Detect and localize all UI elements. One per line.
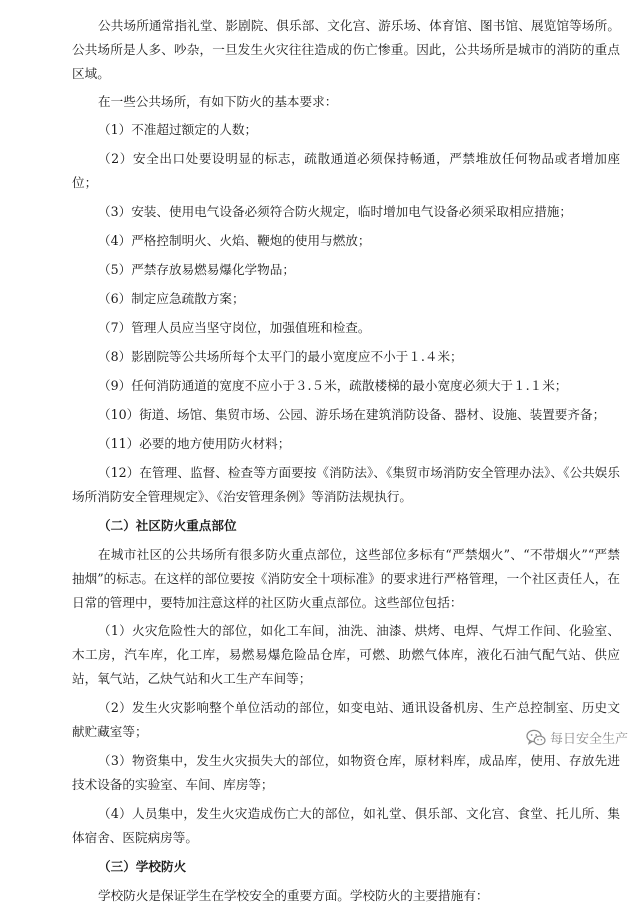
list-item: （4）严格控制明火、火焰、鞭炮的使用与燃放； <box>98 233 371 248</box>
list-item: （9）任何消防通道的宽度不应小于３.５米，疏散楼梯的最小宽度必须大于１.１米； <box>98 378 568 393</box>
section-heading: （三）学校防火 <box>98 859 187 874</box>
list-item: （2）安全出口处要设明显的标志，疏散通道必须保持畅通，严禁堆放任何物品或者增加座位； <box>72 151 620 190</box>
section-heading: （二）社区防火重点部位 <box>98 518 237 533</box>
list-item: （3）安装、使用电气设备必须符合防火规定，临时增加电气设备必须采取相应措施； <box>98 204 572 219</box>
list-item: （12）在管理、监督、检查等方面要按《消防法》、《集贸市场消防安全管理办法》、《公共娱乐场所消防安全管理规定》、《治安管理条例》等消防法规执行。 <box>72 465 620 504</box>
list-item: （8）影剧院等公共场所每个太平门的最小宽度应不小于１.４米； <box>98 349 463 364</box>
paragraph: 在一些公共场所，有如下防火的基本要求： <box>98 94 338 109</box>
wechat-icon <box>526 729 546 747</box>
watermark-label: 每日安全生产 <box>549 732 628 747</box>
document-body <box>72 14 620 912</box>
paragraph: 公共场所通常指礼堂、影剧院、俱乐部、文化宫、游乐场、体育馆、图书馆、展览馆等场所。公共场所是人多、吵杂，一旦发生火灾往往造成的伤亡惨重。因此，公共场所是城市的消防的重点区域。 <box>72 18 620 81</box>
paragraph: 在城市社区的公共场所有很多防火重点部位，这些部位多标有“严禁烟火”、“不带烟火”“严禁抽烟”的标志。在这样的部位要按《消防安全十项标准》的要求进行严格管理，一个社区责任人，在日常的管理中，要特加注意这样的社区防火重点部位。这些部位包括： <box>72 547 620 610</box>
watermark <box>526 728 628 747</box>
list-item: （6）制定应急疏散方案； <box>98 291 245 306</box>
list-item: （1）火灾危险性大的部位，如化工车间，油洗、油漆、烘烤、电焊、气焊工作间、化验室、木工房，汽车库，化工库，易燃易爆危险品仓库，可燃、助燃气体库，液化石油气配气站、供应站，氧气站，乙炔气站和火工生产车间等； <box>72 623 620 686</box>
list-item: （11）必要的地方使用防火材料； <box>98 436 291 451</box>
list-item: （3）物资集中，发生火灾损失大的部位，如物资仓库，原材料库，成品库，使用、存放先进技术设备的实验室、车间、库房等； <box>72 753 620 792</box>
list-item: （1）不准超过额定的人数； <box>98 122 258 137</box>
list-item: （4）人员集中，发生火灾造成伤亡大的部位，如礼堂、俱乐部、文化宫、食堂、托儿所、集体宿舍、医院病房等。 <box>72 806 620 845</box>
list-item: （10）街道、场馆、集贸市场、公园、游乐场在建筑消防设备、器材、设施、装置要齐备； <box>98 407 606 422</box>
list-item: （5）严禁存放易燃易爆化学物品； <box>98 262 295 277</box>
list-item: （2）发生火灾影响整个单位活动的部位，如变电站、通讯设备机房、生产总控制室、历史文献贮藏室等； <box>72 700 620 739</box>
list-item: （7）管理人员应当坚守岗位，加强值班和检查。 <box>98 320 371 335</box>
paragraph: 学校防火是保证学生在学校安全的重要方面。学校防火的主要措施有： <box>98 888 489 903</box>
